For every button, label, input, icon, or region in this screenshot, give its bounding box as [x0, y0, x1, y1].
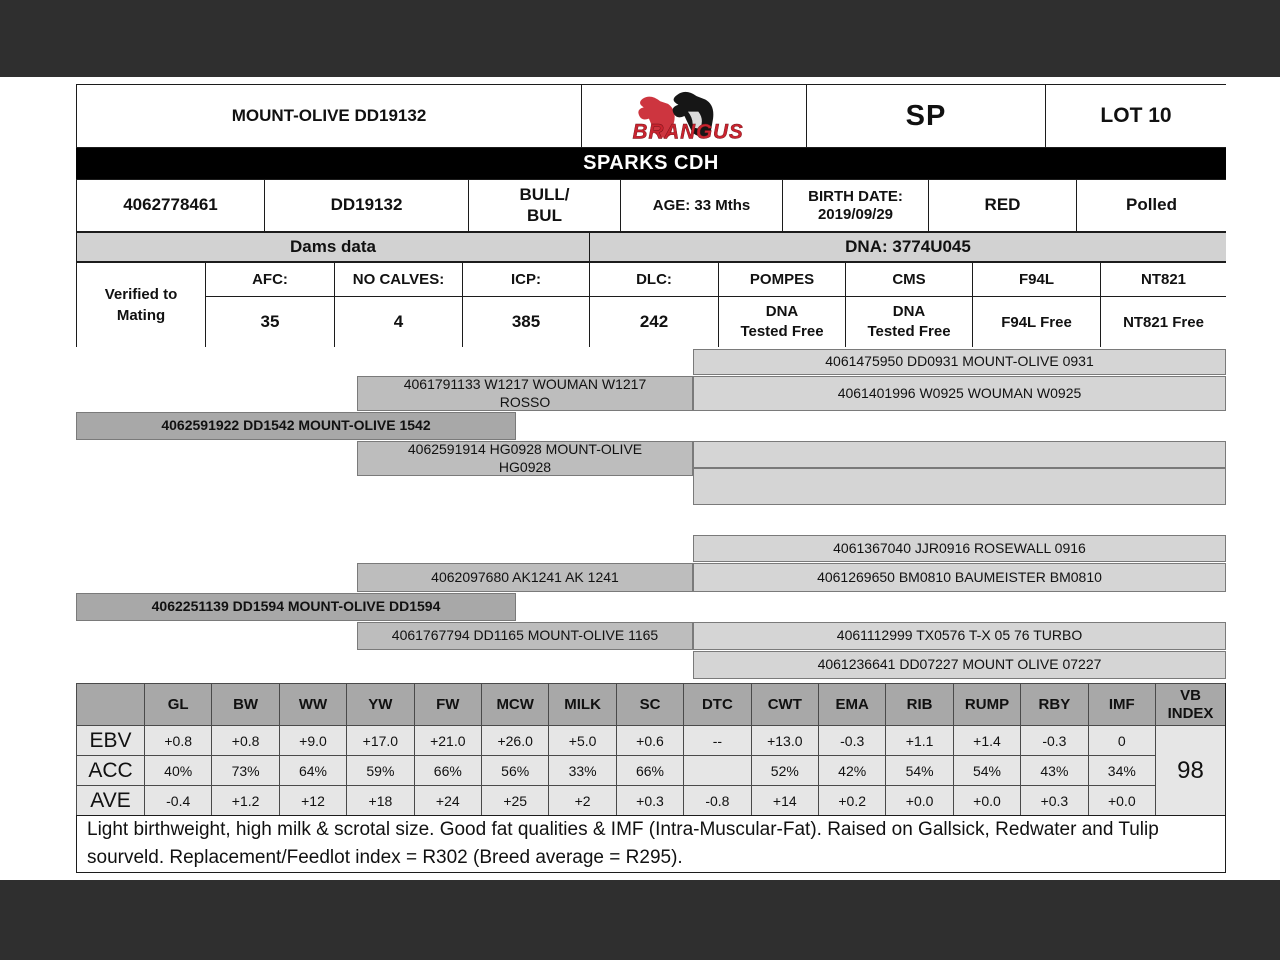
- animal-name: MOUNT-OLIVE DD19132: [76, 84, 581, 147]
- ebv-cell-ebv-cwt: +13.0: [751, 725, 818, 755]
- pompes-result-line2: Tested Free: [740, 323, 824, 340]
- ebv-header-rby: RBY: [1020, 683, 1087, 725]
- ebv-cell-ave-gl: -0.4: [144, 785, 211, 815]
- ebv-header-milk: MILK: [548, 683, 615, 725]
- ebv-cell-ave-ww: +12: [279, 785, 346, 815]
- ebv-cell-acc-ema: 42%: [818, 755, 885, 785]
- horn-status-cell: Polled: [1076, 179, 1226, 231]
- ebv-cell-ebv-bw: +0.8: [211, 725, 278, 755]
- comments-box: [76, 815, 1226, 873]
- cms-result: [845, 296, 972, 347]
- birth-date-cell: [782, 179, 928, 231]
- registration-number: 4062778461: [76, 179, 264, 231]
- f94l-label: F94L: [972, 262, 1100, 296]
- pedigree-dam-sire: 4062097680 AK1241 AK 1241: [357, 563, 693, 592]
- pedigree-sire-dam-sire-empty: [693, 441, 1226, 468]
- ebv-cell-ebv-yw: +17.0: [346, 725, 413, 755]
- section-band: [76, 232, 1226, 262]
- ebv-cell-ave-dtc: -0.8: [683, 785, 750, 815]
- ebv-cell-ebv-rib: +1.1: [885, 725, 952, 755]
- colour-cell: RED: [928, 179, 1076, 231]
- ebv-cell-acc-yw: 59%: [346, 755, 413, 785]
- ebv-cell-acc-bw: 73%: [211, 755, 278, 785]
- lot-number: LOT 10: [1045, 84, 1226, 147]
- pedigree-sire-sire-dam: 4061401996 W0925 WOUMAN W0925: [693, 376, 1226, 411]
- dlc-label: DLC:: [589, 262, 718, 296]
- ebv-cell-acc-imf: 34%: [1088, 755, 1155, 785]
- ebv-cell-ebv-mcw: +26.0: [481, 725, 548, 755]
- ebv-header-corner: [76, 683, 144, 725]
- ebv-header-gl: GL: [144, 683, 211, 725]
- dam-stats-and-tests: [76, 262, 1226, 347]
- ebv-cell-ave-mcw: +25: [481, 785, 548, 815]
- breed-logo-cell: [581, 84, 806, 147]
- header-row: [76, 84, 1226, 148]
- verified-to-mating: [76, 262, 205, 347]
- info-row: [76, 179, 1226, 232]
- pedigree-dam-sire-sire: 4061367040 JJR0916 ROSEWALL 0916: [693, 535, 1226, 562]
- ebv-cell-acc-rib: 54%: [885, 755, 952, 785]
- ebv-cell-ave-ema: +0.2: [818, 785, 885, 815]
- ebv-cell-ebv-rump: +1.4: [953, 725, 1020, 755]
- verified-text: Verified to Mating: [104, 286, 178, 324]
- pedigree-sire-sire: [357, 376, 693, 411]
- breeder-banner: SPARKS CDH: [76, 148, 1226, 179]
- afc-label: AFC:: [205, 262, 334, 296]
- ebv-cell-acc-mcw: 56%: [481, 755, 548, 785]
- ebv-header-dtc: DTC: [683, 683, 750, 725]
- pedigree-dam-dam: 4061767794 DD1165 MOUNT-OLIVE 1165: [357, 622, 693, 650]
- pedigree-sire: 4062591922 DD1542 MOUNT-OLIVE 1542: [76, 412, 516, 440]
- cattle-heads-icon: [603, 88, 785, 144]
- ebv-cell-ebv-dtc: --: [683, 725, 750, 755]
- ebv-cell-acc-dtc: [683, 755, 750, 785]
- ebv-cell-ave-cwt: +14: [751, 785, 818, 815]
- ebv-table: [76, 683, 1226, 815]
- ebv-cell-acc-fw: 66%: [414, 755, 481, 785]
- no-calves-label: NO CALVES:: [334, 262, 462, 296]
- society-code: SP: [806, 84, 1045, 147]
- icp-value: 385: [462, 296, 589, 347]
- ebv-cell-ave-yw: +18: [346, 785, 413, 815]
- sex-line-1: BULL/: [519, 185, 570, 205]
- ebv-header-sc: SC: [616, 683, 683, 725]
- ebv-cell-acc-milk: 33%: [548, 755, 615, 785]
- ebv-cell-ave-milk: +2: [548, 785, 615, 815]
- ebv-header-ema: EMA: [818, 683, 885, 725]
- ebv-header-mcw: MCW: [481, 683, 548, 725]
- ebv-cell-ebv-ww: +9.0: [279, 725, 346, 755]
- pompes-result-line1: DNA: [765, 302, 799, 320]
- ebv-cell-acc-gl: 40%: [144, 755, 211, 785]
- ebv-header-vb-index: VB INDEX: [1155, 683, 1225, 725]
- pompes-label: POMPES: [718, 262, 845, 296]
- sex-line-2: BUL: [527, 205, 562, 225]
- ebv-cell-acc-cwt: 52%: [751, 755, 818, 785]
- ebv-row-label-ebv: EBV: [76, 725, 144, 755]
- ebv-header-ww: WW: [279, 683, 346, 725]
- cms-label: CMS: [845, 262, 972, 296]
- nt821-label: NT821: [1100, 262, 1226, 296]
- ebv-cell-ave-fw: +24: [414, 785, 481, 815]
- comments-text: Light birthweight, high milk & scrotal size. Good fat qualities & IMF (Intra-Muscular-Fat). Raised on Gallsick, Redwater and Tulip sourveld. Replacement/Feedlot index = R302 (Breed average = R295).: [87, 818, 1159, 868]
- catalog-card: [76, 84, 1226, 873]
- f94l-result: F94L Free: [972, 296, 1100, 347]
- ebv-vb-index-value: 98: [1155, 725, 1225, 815]
- ebv-cell-ebv-ema: -0.3: [818, 725, 885, 755]
- ebv-cell-ebv-imf: 0: [1088, 725, 1155, 755]
- ebv-cell-ebv-gl: +0.8: [144, 725, 211, 755]
- nt821-result: NT821 Free: [1100, 296, 1226, 347]
- ebv-cell-acc-rump: 54%: [953, 755, 1020, 785]
- ebv-cell-ave-imf: +0.0: [1088, 785, 1155, 815]
- ebv-header-rib: RIB: [885, 683, 952, 725]
- ebv-row-label-acc: ACC: [76, 755, 144, 785]
- dna-band: DNA: 3774U045: [589, 232, 1226, 261]
- ebv-cell-acc-sc: 66%: [616, 755, 683, 785]
- brangus-logo: [582, 85, 806, 147]
- ebv-header-yw: YW: [346, 683, 413, 725]
- ebv-header-imf: IMF: [1088, 683, 1155, 725]
- cms-result-line2: Tested Free: [867, 323, 951, 340]
- dlc-value: 242: [589, 296, 718, 347]
- pedigree-sire-sire-text: 4061791133 W1217 WOUMAN W1217 ROSSO: [403, 376, 647, 410]
- pompes-result: [718, 296, 845, 347]
- ebv-row-label-ave: AVE: [76, 785, 144, 815]
- ebv-header-rump: RUMP: [953, 683, 1020, 725]
- sex-cell: [468, 179, 620, 231]
- ebv-header-bw: BW: [211, 683, 278, 725]
- pedigree-tree: [76, 347, 1226, 683]
- ebv-cell-ave-sc: +0.3: [616, 785, 683, 815]
- no-calves-value: 4: [334, 296, 462, 347]
- ebv-header-cwt: CWT: [751, 683, 818, 725]
- ebv-cell-ebv-milk: +5.0: [548, 725, 615, 755]
- ebv-cell-ave-rib: +0.0: [885, 785, 952, 815]
- pedigree-dam: 4062251139 DD1594 MOUNT-OLIVE DD1594: [76, 593, 516, 621]
- age-cell: AGE: 33 Mths: [620, 179, 782, 231]
- pedigree-sire-sire-sire: 4061475950 DD0931 MOUNT-OLIVE 0931: [693, 349, 1226, 375]
- birth-date-label: BIRTH DATE:: [808, 187, 903, 205]
- afc-value: 35: [205, 296, 334, 347]
- cms-result-line1: DNA: [892, 302, 926, 320]
- ebv-cell-ave-rby: +0.3: [1020, 785, 1087, 815]
- pedigree-sire-dam-dam-empty: [693, 468, 1226, 505]
- pedigree-dam-dam-dam: 4061236641 DD07227 MOUNT OLIVE 07227: [693, 651, 1226, 679]
- ebv-cell-ave-rump: +0.0: [953, 785, 1020, 815]
- pedigree-dam-dam-sire: 4061112999 TX0576 T-X 05 76 TURBO: [693, 622, 1226, 650]
- ebv-cell-ebv-fw: +21.0: [414, 725, 481, 755]
- pedigree-sire-dam: [357, 441, 693, 476]
- ebv-cell-acc-ww: 64%: [279, 755, 346, 785]
- ebv-cell-acc-rby: 43%: [1020, 755, 1087, 785]
- pedigree-dam-sire-dam: 4061269650 BM0810 BAUMEISTER BM0810: [693, 563, 1226, 592]
- ebv-cell-ave-bw: +1.2: [211, 785, 278, 815]
- ebv-cell-ebv-sc: +0.6: [616, 725, 683, 755]
- pedigree-sire-dam-text: 4062591914 HG0928 MOUNT-OLIVE HG0928: [407, 441, 643, 475]
- brangus-wordmark: BRANGUS: [632, 120, 744, 144]
- tattoo-id: DD19132: [264, 179, 468, 231]
- birth-date-value: 2019/09/29: [817, 205, 894, 223]
- dams-data-band: Dams data: [76, 232, 589, 261]
- ebv-header-fw: FW: [414, 683, 481, 725]
- icp-label: ICP:: [462, 262, 589, 296]
- ebv-cell-ebv-rby: -0.3: [1020, 725, 1087, 755]
